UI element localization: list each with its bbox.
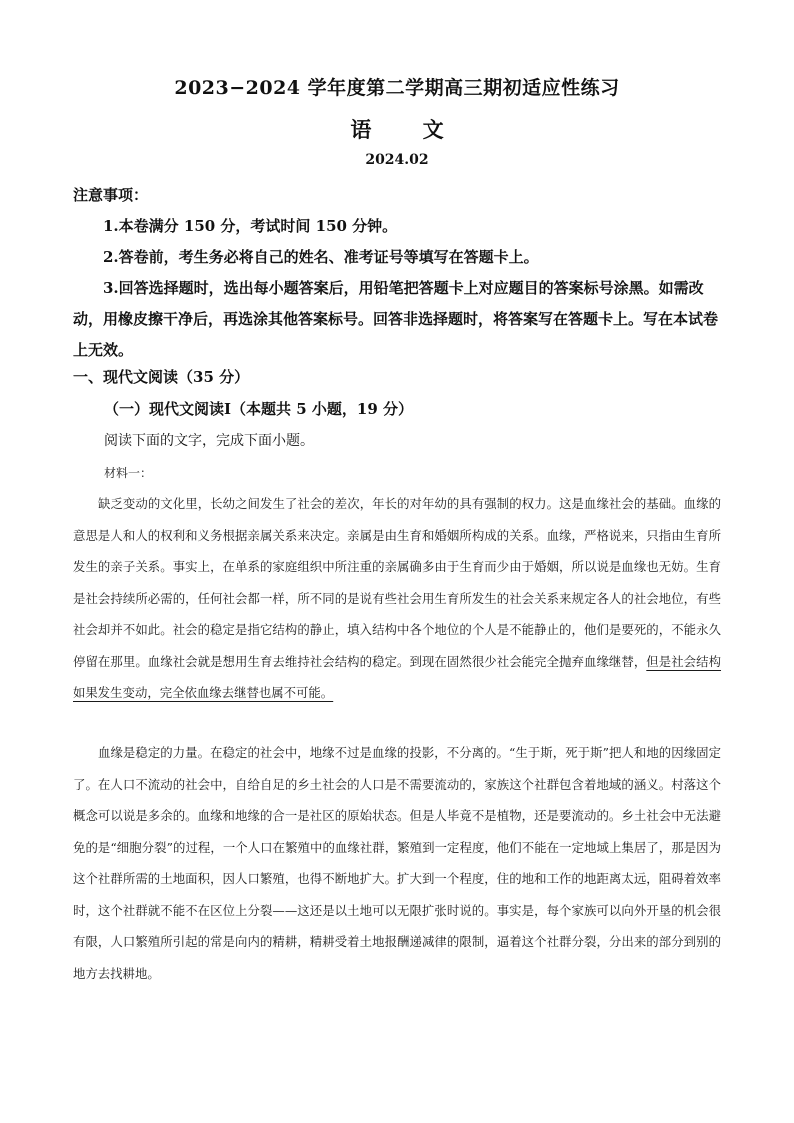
passage-paragraph-2: 血缘是稳定的力量。在稳定的社会中，地缘不过是血缘的投影，不分离的。“生于斯，死于斯”把人和地的因缘固定了。在人口不流动的社会中，自给自足的乡土社会的人口是不需要流动的，家族这个社群包含着地域的涵义。村落这个概念可以说是多余的。血缘和地缘的合一是社区的原始状态。但是人毕竟不是植物，还是要流动的。乡土社会中无法避免的是“细胞分裂”的过程，一个人口在繁殖中的血缘社群，繁殖到一定程度，他们不能在一定地域上集居了，那是因为这个社群所需的土地面积，因人口繁殖，也得不断地扩大。扩大到一个程度，住的地和工作的地距离太远，阻碍着效率时，这个社群就不能不在区位上分裂——这还是以土地可以无限扩张时说的。事实是，每个家族可以向外开垦的机会很有限，人口繁殖所引起的常是向内的精耕，精耕受着土地报酬递减律的限制，逼着这个社群分裂，分出来的部分到别的地方去找耕地。: [73, 745, 721, 981]
section-heading: 一、现代文阅读（35 分）: [73, 368, 250, 386]
material-label: 材料一：: [104, 466, 153, 480]
exam-title: 2023−2024 学年度第二学期高三期初适应性练习: [174, 77, 620, 99]
underlined-sentence: 但是社会结构如果发生变动，完全依血缘去继替也属不可能。: [73, 653, 722, 700]
exam-date: 2024.02: [365, 152, 429, 168]
reading-instruction: 阅读下面的文字，完成下面小题。: [104, 433, 314, 449]
subject-title: 语 文: [350, 117, 466, 142]
notes-item-3: 3.回答选择题时，选出每小题答案后，用铅笔把答题卡上对应题目的答案标号涂黑。如需改动，用橡皮擦干净后，再选涂其他答案标号。回答非选择题时，将答案写在答题卡上。写在本试卷上无效。: [73, 279, 719, 359]
passage-paragraph-1-text: 缺乏变动的文化里，长幼之间发生了社会的差次，年长的对年幼的具有强制的权力。这是血缘社会的基础。血缘的意思是人和人的权利和义务根据亲属关系来决定。亲属是由生育和婚姻所构成的关系。血缘，严格说来，只指由生育所发生的亲子关系。事实上，在单系的家庭组织中所注重的亲属确多由于生育而少由于婚姻，所以说是血缘也无妨。生育是社会持续所必需的，任何社会都一样，所不同的是说有些社会用生育所发生的社会关系来规定各人的社会地位，有些社会却并不如此。社会的稳定是指它结构的静止，填入结构中各个地位的个人是不能静止的，他们是要死的，不能永久停留在那里。血缘社会就是想用生育去维持社会结构的稳定。到现在固然很少社会能完全抛弃血缘继替，: [73, 496, 721, 669]
notes-section: [73, 180, 721, 366]
notes-item-2: 2.答卷前，考生务必将自己的姓名、准考证号等填写在答题卡上。: [103, 248, 539, 266]
subsection-heading: （一）现代文阅读Ⅰ（本题共 5 小题，19 分）: [104, 400, 413, 418]
passage-paragraph-1: [73, 488, 721, 709]
notes-heading: 注意事项：: [73, 186, 149, 204]
notes-item-1: 1.本卷满分 150 分，考试时间 150 分钟。: [103, 217, 398, 235]
